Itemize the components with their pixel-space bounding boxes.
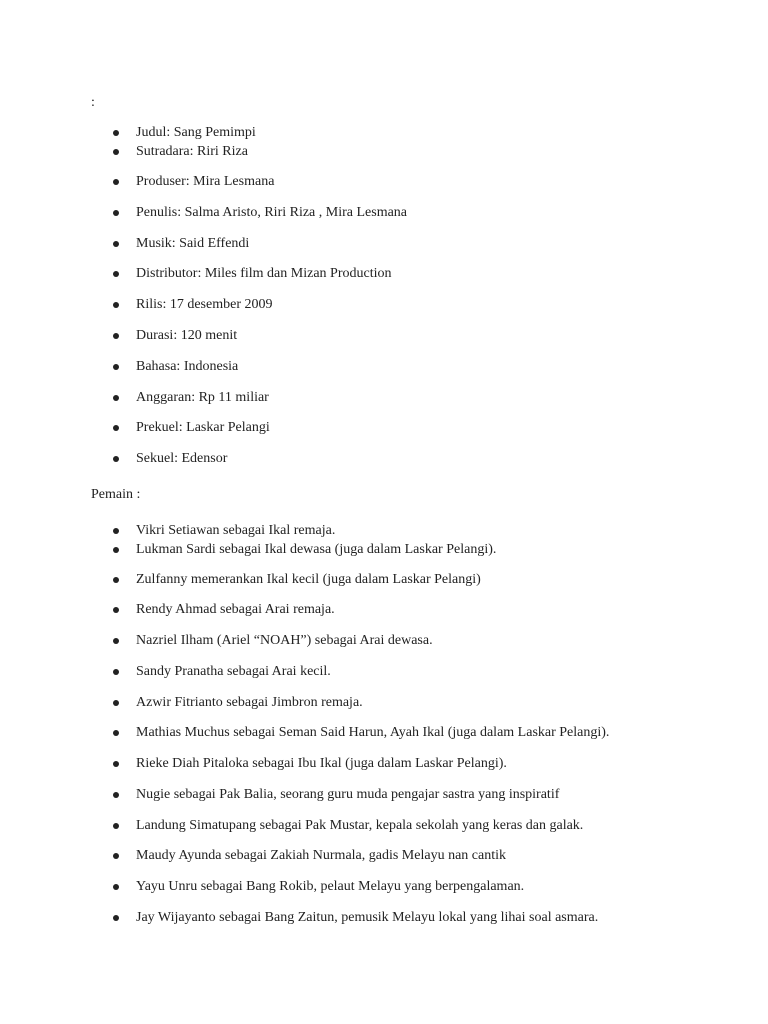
intro-marker: :	[91, 95, 95, 110]
cast-item-text: Mathias Muchus sebagai Seman Said Harun, Ayah Ikal (juga dalam Laskar Pelangi).	[136, 725, 610, 740]
cast-item-text: Zulfanny memerankan Ikal kecil (juga dalam Laskar Pelangi)	[136, 572, 481, 587]
info-item-text: Musik: Said Effendi	[136, 236, 250, 251]
info-item-text: Produser: Mira Lesmana	[136, 174, 275, 189]
bullet-icon	[113, 730, 119, 736]
cast-item-text: Vikri Setiawan sebagai Ikal remaja.	[136, 523, 336, 538]
info-item-text: Sekuel: Edensor	[136, 451, 228, 466]
bullet-icon	[113, 761, 119, 767]
bullet-icon	[113, 302, 119, 308]
bullet-icon	[113, 884, 119, 890]
info-item-text: Anggaran: Rp 11 miliar	[136, 390, 269, 405]
bullet-icon	[113, 853, 119, 859]
bullet-icon	[113, 547, 119, 553]
info-item-text: Prekuel: Laskar Pelangi	[136, 420, 270, 435]
cast-item-text: Azwir Fitrianto sebagai Jimbron remaja.	[136, 695, 363, 710]
cast-item-text: Maudy Ayunda sebagai Zakiah Nurmala, gadis Melayu nan cantik	[136, 848, 506, 863]
bullet-icon	[113, 130, 119, 136]
bullet-icon	[113, 456, 119, 462]
cast-item-text: Sandy Pranatha sebagai Arai kecil.	[136, 664, 331, 679]
info-item-text: Durasi: 120 menit	[136, 328, 238, 343]
bullet-icon	[113, 915, 119, 921]
bullet-icon	[113, 700, 119, 706]
bullet-icon	[113, 241, 119, 247]
bullet-icon	[113, 792, 119, 798]
bullet-icon	[113, 823, 119, 829]
info-item-text: Bahasa: Indonesia	[136, 359, 239, 374]
bullet-icon	[113, 149, 119, 155]
bullet-icon	[113, 425, 119, 431]
cast-item-text: Rendy Ahmad sebagai Arai remaja.	[136, 602, 335, 617]
info-item-text: Sutradara: Riri Riza	[136, 144, 248, 159]
bullet-icon	[113, 669, 119, 675]
info-item-text: Rilis: 17 desember 2009	[136, 297, 273, 312]
cast-heading: Pemain :	[91, 487, 141, 502]
bullet-icon	[113, 179, 119, 185]
bullet-icon	[113, 395, 119, 401]
bullet-icon	[113, 210, 119, 216]
cast-item-text: Nugie sebagai Pak Balia, seorang guru muda pengajar sastra yang inspiratif	[136, 787, 560, 802]
bullet-icon	[113, 528, 119, 534]
bullet-icon	[113, 364, 119, 370]
bullet-icon	[113, 271, 119, 277]
info-item-text: Judul: Sang Pemimpi	[136, 125, 256, 140]
cast-item-text: Yayu Unru sebagai Bang Rokib, pelaut Melayu yang berpengalaman.	[136, 879, 525, 894]
info-item-text: Distributor: Miles film dan Mizan Production	[136, 266, 392, 281]
cast-item-text: Landung Simatupang sebagai Pak Mustar, kepala sekolah yang keras dan galak.	[136, 818, 584, 833]
cast-item-text: Jay Wijayanto sebagai Bang Zaitun, pemusik Melayu lokal yang lihai soal asmara.	[136, 910, 599, 925]
bullet-icon	[113, 638, 119, 644]
cast-item-text: Lukman Sardi sebagai Ikal dewasa (juga dalam Laskar Pelangi).	[136, 542, 497, 557]
info-item-text: Penulis: Salma Aristo, Riri Riza , Mira Lesmana	[136, 205, 408, 220]
cast-item-text: Nazriel Ilham (Ariel “NOAH”) sebagai Arai dewasa.	[136, 633, 433, 648]
bullet-icon	[113, 333, 119, 339]
cast-item-text: Rieke Diah Pitaloka sebagai Ibu Ikal (juga dalam Laskar Pelangi).	[136, 756, 507, 771]
bullet-icon	[113, 577, 119, 583]
bullet-icon	[113, 607, 119, 613]
